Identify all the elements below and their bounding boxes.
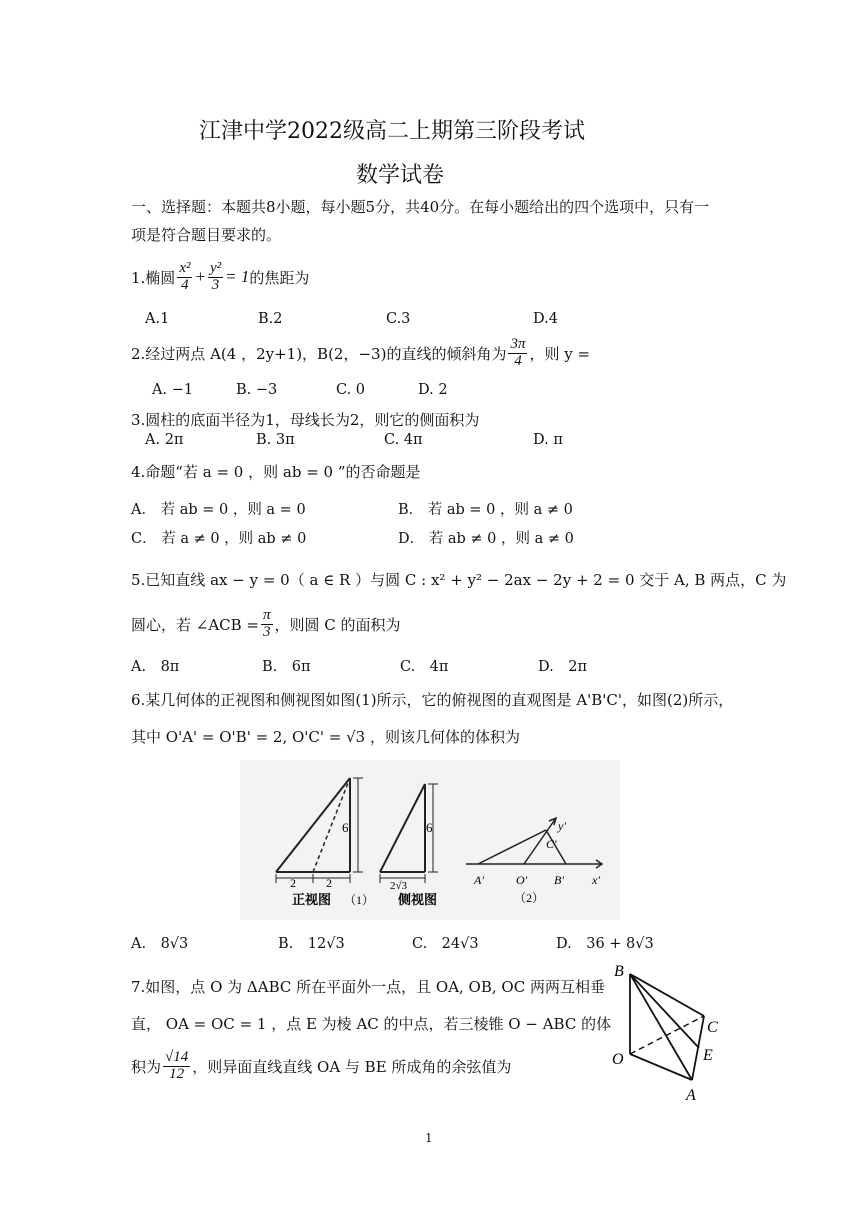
q5-frac-num: π — [263, 606, 271, 623]
q7-frac-den: 12 — [169, 1065, 185, 1082]
question-3: 3.圆柱的底面半径为1，母线长为2，则它的侧面积为 — [131, 411, 480, 429]
q7-line3-prefix: 积为 — [131, 1057, 162, 1076]
point-e-label: E — [703, 1047, 713, 1064]
q2-option-c: C. 0 — [336, 382, 366, 398]
q4-option-d: D． 若 ab ≠ 0 ，则 a ≠ 0 — [398, 531, 574, 547]
q6-option-a: A. 8√3 — [131, 936, 189, 952]
q7-frac-num: √14 — [165, 1048, 189, 1065]
q1-num1: x² — [179, 259, 191, 276]
q2-option-d: D. 2 — [418, 382, 448, 398]
x-axis-label: x' — [592, 873, 600, 887]
q3-option-a: A. 2π — [145, 432, 184, 448]
q2-frac-den: 4 — [514, 352, 522, 369]
q1-option-b: B.2 — [258, 311, 283, 327]
q1-plus: + — [194, 267, 206, 286]
q1-fraction-y — [208, 261, 223, 294]
question-6-line1: 6.某几何体的正视图和侧视图如图(1)所示，它的俯视图的直观图是 A'B'C'，如图(2)所示， — [131, 691, 734, 709]
q5-option-c: C. 4π — [400, 659, 449, 675]
q4-option-a: A． 若 ab = 0 ，则 a = 0 — [131, 502, 306, 518]
q6-figure — [240, 760, 620, 920]
question-7-line1: 7.如图，点 O 为 ΔABC 所在平面外一点，且 OA, OB, OC 两两互相垂 — [131, 978, 605, 996]
c-prime-label: C' — [546, 837, 557, 851]
q2-frac-num: 3π — [510, 335, 526, 352]
exam-subtitle: 数学试卷 — [356, 163, 445, 188]
q6-option-b: B. 12√3 — [278, 936, 345, 952]
q6-option-c: C. 24√3 — [412, 936, 479, 952]
q2-option-b: B. −3 — [236, 382, 278, 398]
question-7-line2: 直， OA = OC = 1 ，点 E 为棱 AC 的中点，若三棱锥 O − ABC 的体 — [131, 1015, 612, 1033]
question-4: 4.命题“若 a = 0 ，则 ab = 0 ”的否命题是 — [131, 463, 421, 481]
q2-option-a: A. −1 — [152, 382, 194, 398]
question-2 — [131, 330, 590, 376]
q1-num2: y² — [209, 259, 222, 276]
y-axis-label: y' — [558, 819, 566, 833]
question-1 — [131, 254, 309, 300]
q3-option-d: D. π — [533, 432, 563, 448]
q6-option-d: D. 36 + 8√3 — [556, 936, 654, 952]
q1-den1: 4 — [181, 276, 189, 293]
side-height-label: 6 — [426, 820, 433, 835]
question-6-line2: 其中 O'A' = O'B' = 2, O'C' = √3 ，则该几何体的体积为 — [131, 728, 520, 746]
q4-option-b: B． 若 ab = 0 ，则 a ≠ 0 — [398, 502, 573, 518]
question-5-line2 — [131, 602, 401, 646]
section-intro-line1: 一、选择题：本题共8小题，每小题5分，共40分。在每小题给出的四个选项中，只有一 — [131, 198, 710, 216]
q2-suffix: ，则 y = — [529, 344, 591, 363]
point-c-label: C — [707, 1019, 718, 1036]
page-number: 1 — [425, 1131, 433, 1145]
q3-option-b: B. 3π — [256, 432, 295, 448]
tetrahedron-drawing — [630, 974, 704, 1080]
q1-option-a: A.1 — [145, 311, 170, 327]
q1-equals: = 1 — [225, 267, 250, 286]
front-view-caption: 正视图 — [292, 892, 332, 907]
o-prime-label: O' — [516, 873, 528, 887]
point-o-label: O — [612, 1051, 624, 1068]
question-5-line1: 5.已知直线 ax − y = 0（ a ∈ R ）与圆 C : x² + y² − 2ax − 2y + 2 = 0 交于 A, B 两点，C 为 — [131, 571, 787, 589]
q1-option-c: C.3 — [386, 311, 411, 327]
q5-option-a: A. 8π — [131, 659, 180, 675]
q3-option-c: C. 4π — [384, 432, 423, 448]
q5-option-d: D. 2π — [538, 659, 587, 675]
q7-fraction — [163, 1050, 190, 1083]
question-7-line3 — [131, 1042, 511, 1090]
q7-figure — [606, 958, 736, 1106]
exam-title: 江津中学2022级高二上期第三阶段考试 — [199, 119, 585, 144]
front-height-label: 6 — [342, 820, 349, 835]
q1-option-d: D.4 — [533, 311, 558, 327]
q1-den2: 3 — [211, 276, 220, 293]
q7-line3-suffix: ，则异面直线直线 OA 与 BE 所成角的余弦值为 — [192, 1057, 512, 1076]
q1-suffix: 的焦距为 — [249, 268, 310, 287]
q1-fraction-x — [177, 261, 192, 294]
point-b-label: B — [614, 963, 624, 980]
q5-line2-suffix: ，则圆 C 的面积为 — [274, 615, 401, 634]
q5-frac-den: 3 — [263, 623, 271, 640]
q1-prefix: 1.椭圆 — [131, 268, 176, 287]
front-width-label-left: 2 — [290, 876, 296, 890]
q5-fraction — [261, 608, 273, 641]
q5-option-b: B. 6π — [262, 659, 311, 675]
a-prime-label: A' — [474, 873, 484, 887]
front-width-label-right: 2 — [326, 876, 332, 890]
side-view-caption: 侧视图 — [398, 892, 438, 907]
section-intro-line2: 项是符合题目要求的。 — [131, 226, 282, 244]
b-prime-label: B' — [554, 873, 564, 887]
side-width-label: 2√3 — [390, 880, 408, 892]
point-a-label: A — [686, 1087, 696, 1104]
q5-line2-prefix: 圆心，若 ∠ACB = — [131, 615, 260, 634]
q2-fraction — [508, 337, 527, 370]
figure-2-caption: （2） — [514, 891, 545, 905]
q2-text: 2.经过两点 A(4 ，2y+1)，B(2，−3)的直线的倾斜角为 — [131, 344, 507, 363]
figure-1-caption: （1） — [344, 893, 375, 907]
q4-option-c: C． 若 a ≠ 0 ，则 ab ≠ 0 — [131, 531, 307, 547]
